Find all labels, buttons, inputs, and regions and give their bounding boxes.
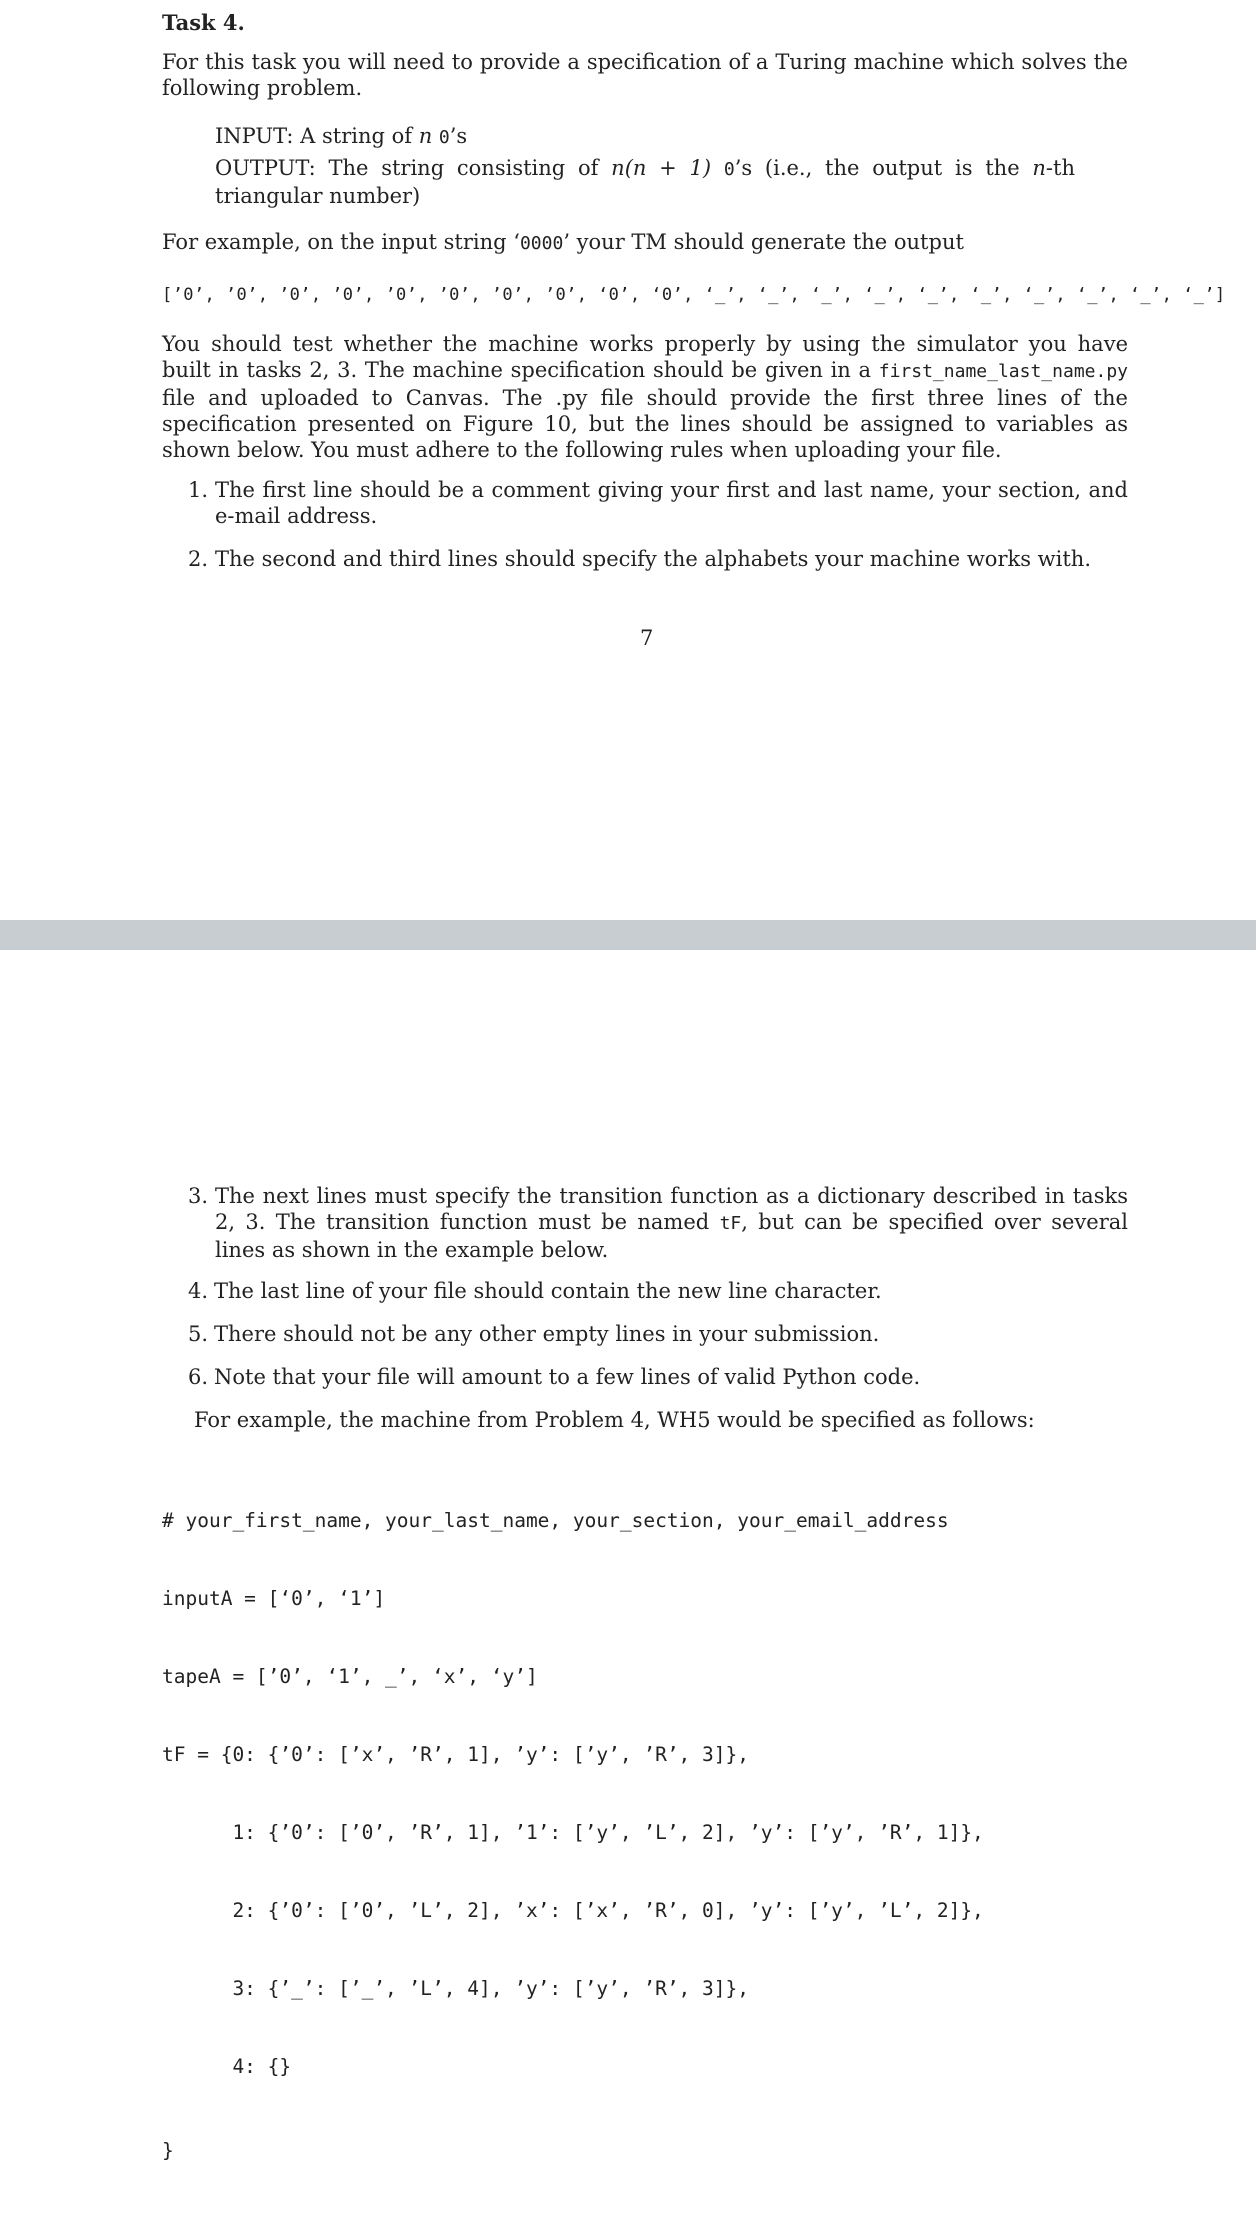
example-intro-code: 0000 xyxy=(519,233,564,254)
rule-number-1: 1. xyxy=(188,478,209,502)
input-spec xyxy=(215,123,467,151)
rule-text-2: The second and third lines should specify the alphabets your machine works with. xyxy=(215,547,1091,571)
document-page-2 xyxy=(0,950,1256,2162)
rule3-after: , but can be specified over several lines as shown in the example below. xyxy=(215,1210,1128,1262)
example-output-list: [’0’, ’0’, ’0’, ’0’, ’0’, ’0’, ’0’, ’0’, ‘0’, ‘0’, ‘_’, ‘_’, ‘_’, ‘_’, ‘_’, ‘_’, ‘_’, ‘_’, ‘_’, ‘_’] xyxy=(162,285,1226,305)
example-intro-2: For example, the machine from Problem 4, WH5 would be specified as follows: xyxy=(194,1408,1035,1432)
rule-number-3: 3. xyxy=(188,1184,209,1208)
output-suffix: -th triangular number) xyxy=(215,156,1075,208)
code-line: 3: {’_’: [’_’, ’L’, 4], ’y’: [’y’, ’R’, 3]}, xyxy=(162,1977,749,2000)
rule-item-3 xyxy=(188,1183,1128,1263)
rule-number-5: 5. xyxy=(188,1322,209,1346)
task-title: Task 4. xyxy=(162,10,245,35)
output-var: n xyxy=(1032,156,1046,180)
rule-text-6: Note that your file will amount to a few lines of valid Python code. xyxy=(214,1365,921,1389)
input-var: n xyxy=(418,124,433,148)
input-suffix: ’s xyxy=(449,124,468,148)
output-spec xyxy=(215,155,1075,209)
output-middle: ’s (i.e., the output is the xyxy=(734,156,1033,180)
example-intro-prefix: For example, on the input string ‘ xyxy=(162,230,520,254)
code-line: # your_first_name, your_last_name, your_section, your_email_address xyxy=(162,1509,949,1532)
test-para-after: file and uploaded to Canvas. The .py file should provide the first three lines of the specification presented on Figure 10, but the lines should be assigned to variables as shown below. You must adhere to the following rules when uploading your file. xyxy=(162,386,1128,462)
test-paragraph xyxy=(162,331,1128,463)
intro-paragraph: For this task you will need to provide a specification of a Turing machine which solves the following problem. xyxy=(162,50,1128,100)
code-line: tF = {0: {’0’: [’x’, ’R’, 1], ’y’: [’y’, ’R’, 3]}, xyxy=(162,1743,749,1766)
input-code: 0 xyxy=(438,127,450,148)
filename-code: first_name_last_name.py xyxy=(878,361,1128,382)
code-line: 1: {’0’: [’0’, ’R’, 1], ’1’: [’y’, ’L’, 2], ’y’: [’y’, ’R’, 1]}, xyxy=(162,1821,984,1844)
input-prefix: INPUT: A string of xyxy=(215,124,419,148)
page-number: 7 xyxy=(640,626,654,650)
rule-item-1 xyxy=(188,477,1128,529)
code-line: tapeA = [’0’, ‘1’, _’, ‘x’, ‘y’] xyxy=(162,1665,538,1688)
rule-item-2 xyxy=(188,546,1128,572)
code-block xyxy=(162,1456,984,2216)
code-line: 4: {} xyxy=(162,2055,292,2078)
rule-item-5 xyxy=(188,1321,879,1347)
rule-number-2: 2. xyxy=(188,547,209,571)
rule3-before: The next lines must specify the transition function as a dictionary described in tasks 2, 3. The transition function must be named xyxy=(215,1184,1128,1234)
document-page-1 xyxy=(0,0,1256,920)
rule-item-6 xyxy=(188,1364,920,1390)
rule-number-4: 4. xyxy=(188,1279,209,1303)
example-intro-suffix: ’ your TM should generate the output xyxy=(563,230,964,254)
tf-code: tF xyxy=(719,1213,742,1234)
output-prefix: OUTPUT: The string consisting of xyxy=(215,156,612,180)
rule-text-5: There should not be any other empty lines in your submission. xyxy=(214,1322,880,1346)
page-separator xyxy=(0,920,1256,950)
rule-text-3 xyxy=(215,1183,1128,1263)
code-line: 2: {’0’: [’0’, ’L’, 2], ’x’: [’x’, ’R’, 0], ’y’: [’y’, ’L’, 2]}, xyxy=(162,1899,984,1922)
code-line: } xyxy=(162,2139,174,2162)
rule-text-4: The last line of your file should contain the new line character. xyxy=(214,1279,882,1303)
example-intro xyxy=(162,229,964,257)
code-line: inputA = [‘0’, ‘1’] xyxy=(162,1587,386,1610)
rule-text-1: The first line should be a comment giving your first and last name, your section, and e-mail address. xyxy=(215,478,1128,528)
rule-number-6: 6. xyxy=(188,1365,209,1389)
rule-item-4 xyxy=(188,1278,882,1304)
output-code: 0 xyxy=(723,159,735,180)
test-para-before: You should test whether the machine works properly by using the simulator you have built in tasks 2, 3. The machine specification should be given in a xyxy=(162,332,1128,382)
output-formula: n(n + 1) xyxy=(611,156,712,180)
